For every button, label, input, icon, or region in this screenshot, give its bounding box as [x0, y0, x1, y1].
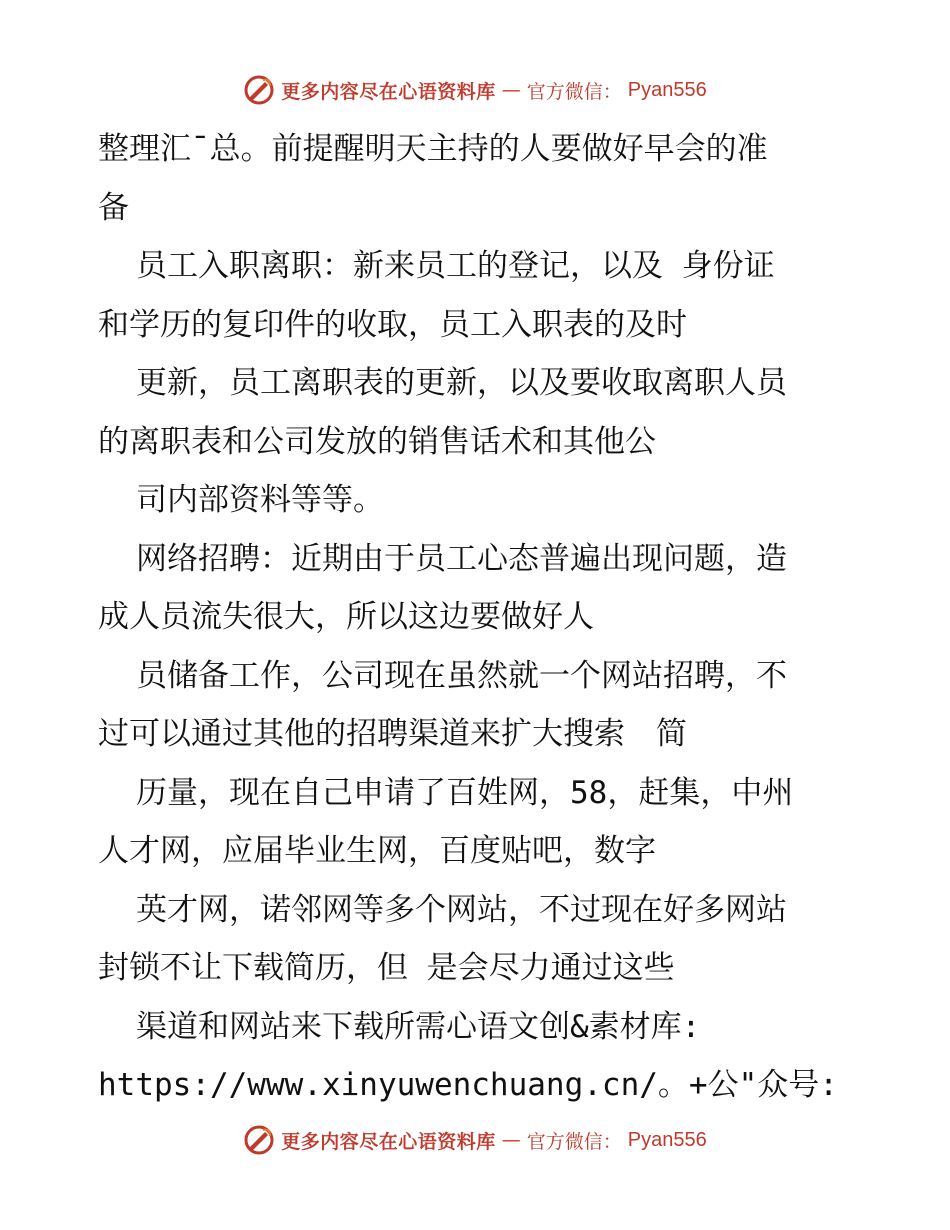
text-line: 成人员流失很大，所以这边要做好人	[98, 599, 594, 635]
text-line: https://www.xinyuwenchuang.cn/。+公"众号:	[98, 1067, 838, 1103]
text-line: 员工入职离职：新来员工的登记，以及 身份证	[136, 248, 775, 284]
text-line: 司内部资料等等。	[136, 482, 384, 518]
text-line: 备	[98, 189, 129, 226]
text-line: 员储备工作，公司现在虽然就一个网站招聘，不	[136, 657, 787, 694]
text-line: 英才网，诺邻网等多个网站，不过现在好多网站	[136, 891, 787, 928]
header-banner	[0, 70, 950, 110]
text-line: 历量，现在自己申请了百姓网，58，赶集，中州	[136, 774, 794, 811]
document-body	[98, 120, 858, 1115]
banner-dash: —	[501, 79, 521, 101]
wechat-label: 官方微信：	[526, 1130, 622, 1153]
footer-banner	[0, 1120, 950, 1160]
text-line: 更新，员工离职表的更新，以及要收取离职人员	[136, 365, 787, 401]
text-line: 封锁不让下载简历，但 是会尽力通过这些	[98, 950, 675, 986]
flame-pen-logo-icon	[243, 74, 275, 106]
promo-text: 更多内容尽在心语资料库	[281, 1130, 496, 1153]
text-line: 的离职表和公司发放的销售话术和其他公	[98, 423, 656, 460]
text-line: 人才网，应届毕业生网，百度贴吧，数字	[98, 833, 656, 869]
text-line: 网络招聘：近期由于员工心态普遍出现问题，造	[136, 540, 787, 577]
text-line: 过可以通过其他的招聘渠道来扩大搜索 简	[98, 716, 687, 752]
banner-dash: —	[501, 1129, 521, 1151]
text-line: 和学历的复印件的收取，员工入职表的及时	[98, 306, 687, 343]
wechat-id: Pyan556	[627, 78, 707, 101]
text-line: 渠道和网站来下载所需心语文创&素材库:	[136, 1008, 701, 1045]
promo-text: 更多内容尽在心语资料库	[281, 80, 496, 103]
wechat-id: Pyan556	[627, 1128, 707, 1151]
wechat-label: 官方微信：	[526, 80, 622, 103]
text-line: 整理汇¯总。前提醒明天主持的人要做好早会的准	[98, 131, 768, 167]
flame-pen-logo-icon	[243, 1124, 275, 1156]
